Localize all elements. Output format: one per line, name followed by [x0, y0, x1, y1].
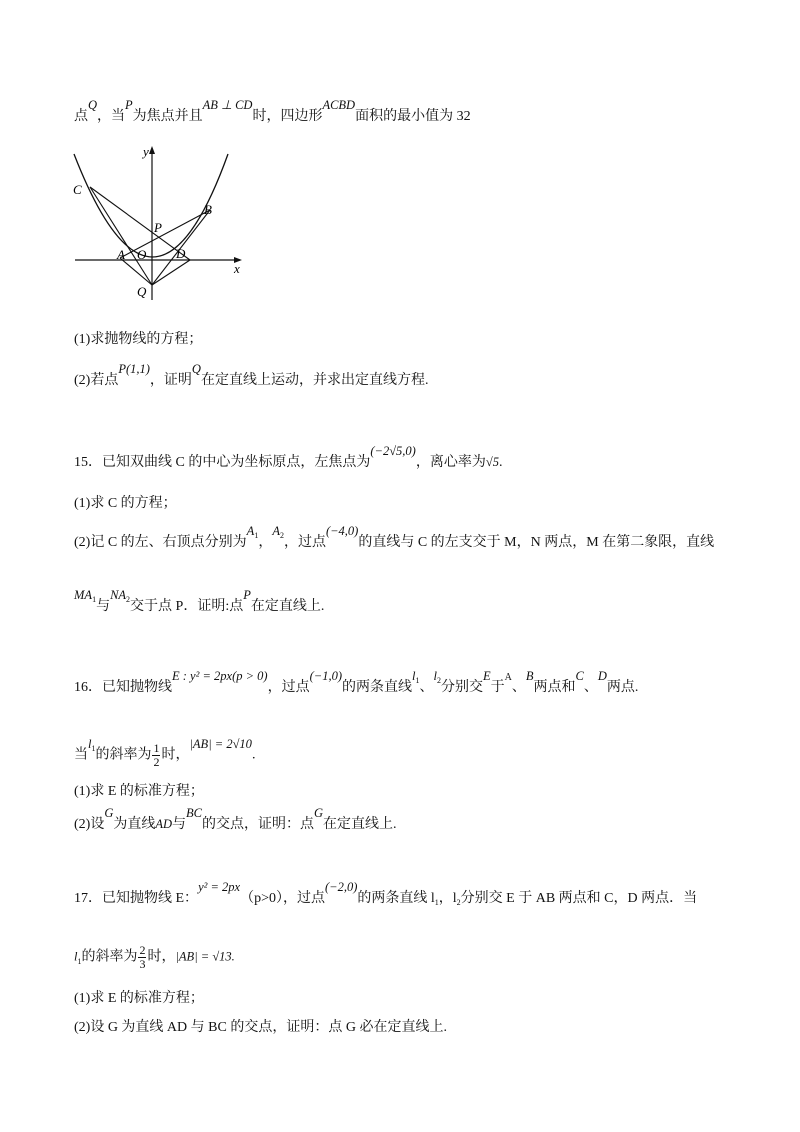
math-B: B [525, 669, 534, 683]
math-ab-length: |AB| = √13. [175, 949, 235, 964]
p17-part1: (1)求 E 的标准方程； [74, 991, 204, 1006]
math-ab-length: |AB| = 2√10 [189, 736, 252, 751]
math-eccentricity: √5 [485, 455, 499, 469]
subscript: 2 [279, 531, 284, 540]
text: 点 [74, 109, 88, 124]
math-C: C [575, 669, 584, 683]
math-G: G [314, 806, 324, 820]
p17-slope-line [74, 944, 235, 971]
text: . [251, 747, 256, 763]
label-O: O [137, 247, 147, 262]
symbol: A [272, 524, 280, 538]
math-equation: E : y² = 2px(p > 0) [172, 669, 268, 683]
p15-part2 [74, 524, 715, 554]
subscript: 1 [91, 743, 96, 753]
subscript: 1 [254, 531, 259, 540]
text: 、 [419, 680, 434, 695]
math-perpendicular: AB ⊥ CD [202, 98, 253, 112]
text: ，离心率为 [415, 455, 486, 470]
math-Q: Q [191, 362, 201, 376]
p14-condition-line [74, 98, 471, 127]
text: (2)设 [74, 817, 105, 832]
text: （p>0），过点 [240, 891, 325, 906]
math-equation: y² = 2px [198, 880, 241, 894]
math-l1: l [74, 949, 78, 964]
math-focus: (−2√5,0) [370, 444, 416, 458]
denominator: 2 [153, 755, 160, 769]
p16-slope-line [74, 736, 256, 769]
p15-intro [74, 444, 503, 473]
text: 的斜率为 [81, 949, 138, 965]
label-B: B [204, 202, 212, 217]
symbol: A [246, 524, 255, 538]
p16-part2 [74, 806, 397, 835]
text: 两点和 [533, 680, 576, 695]
text: 交于点 P．证明:点 [130, 599, 244, 614]
text: 面积的最小值为 32 [355, 109, 471, 124]
math-point: P(1,1) [118, 362, 150, 376]
math-point: (−2,0) [325, 880, 358, 894]
subscript: 2 [456, 898, 461, 907]
text: ，l [438, 891, 457, 906]
math-AD: AD [155, 817, 173, 831]
math-G: G [104, 806, 114, 820]
text: ， [258, 535, 273, 550]
fraction [152, 742, 160, 769]
text: 的两条直线 [341, 680, 412, 695]
numerator: 2 [139, 943, 146, 957]
text: 、 [583, 680, 598, 695]
text: 的斜率为 [95, 747, 152, 763]
text: 、 [511, 680, 526, 695]
symbol: l [88, 736, 92, 751]
symbol: NA [110, 588, 127, 602]
p16-intro [74, 669, 639, 699]
subscript: 1 [415, 676, 420, 685]
numerator: 1 [153, 741, 160, 755]
label-P: P [154, 220, 162, 235]
math-P: P [125, 98, 133, 112]
math-l1 [412, 669, 419, 683]
p17-part2: (2)设 G 为直线 AD 与 BC 的交点，证明：点 G 必在定直线上. [74, 1020, 447, 1035]
subscript: 2 [436, 676, 441, 685]
text: 在定直线上. [250, 599, 325, 614]
text: 在定直线上. [323, 817, 397, 832]
math-A2 [272, 524, 284, 538]
label-A: A [117, 247, 125, 262]
text: 在定直线上运动，并求出定直线方程. [200, 373, 429, 388]
math-l1 [88, 737, 95, 751]
p14-part1: (1)求抛物线的方程； [74, 332, 203, 347]
text: 15．已知双曲线 C 的中心为坐标原点，左焦点为 [74, 455, 371, 470]
text: 为直线 [113, 817, 156, 832]
text: 的直线与 C 的左支交于 M，N 两点，M 在第二象限，直线 [358, 535, 715, 550]
math-point: (−4,0) [325, 524, 359, 538]
p16-part1: (1)求 E 的标准方程； [74, 784, 204, 799]
math-NA2 [110, 588, 130, 602]
p14-part2 [74, 362, 429, 391]
text: 两点. [606, 680, 639, 695]
math-l2 [433, 669, 440, 683]
symbol: l [411, 669, 416, 683]
text: 17．已知抛物线 E： [74, 891, 199, 906]
text: 分别交 [440, 680, 483, 695]
label-C: C [73, 182, 82, 197]
label-Q: Q [137, 284, 147, 299]
denominator: 3 [139, 957, 146, 971]
p15-part1: (1)求 C 的方程； [74, 496, 177, 511]
subscript: 1 [434, 898, 439, 907]
symbol: MA [74, 588, 93, 602]
parabola-figure [72, 140, 252, 300]
subscript: 2 [126, 595, 131, 604]
text: 时， [161, 747, 190, 763]
text: (2)若点 [74, 373, 119, 388]
text: ，过点 [267, 680, 310, 695]
text: 与 [172, 817, 187, 832]
math-D: D [597, 669, 607, 683]
text: . [498, 455, 503, 470]
text: 的交点，证明：点 [202, 817, 315, 832]
subscript: 1 [77, 956, 82, 966]
text: 分别交 E 于 AB 两点和 C，D 两点．当 [460, 891, 698, 906]
math-BC: BC [186, 806, 203, 820]
symbol: l [433, 669, 437, 683]
label-D: D [176, 246, 186, 261]
text: ，过点 [283, 535, 326, 550]
math-quadrilateral: ACBD [322, 98, 356, 112]
text: 时， [147, 949, 176, 965]
label-y: y [143, 144, 149, 159]
math-E: E [482, 669, 491, 683]
text: 为焦点并且 [132, 109, 203, 124]
math-A: A [504, 672, 512, 683]
text: 的两条直线 l [357, 891, 435, 906]
text: ，当 [97, 109, 126, 124]
p15-part2-cont [74, 588, 325, 618]
text: ，证明 [149, 373, 192, 388]
text: (2)记 C 的左、右顶点分别为 [74, 535, 247, 550]
fraction [138, 944, 146, 971]
text: 当 [74, 747, 88, 763]
text: 于 [490, 680, 505, 695]
math-point: (−1,0) [309, 669, 342, 683]
math-Q: Q [88, 98, 98, 112]
math-A1 [247, 524, 259, 538]
p17-intro [74, 880, 698, 910]
label-x: x [234, 261, 240, 276]
text: 与 [96, 599, 111, 614]
text: 16．已知抛物线 [74, 680, 172, 695]
text: 时，四边形 [252, 109, 323, 124]
math-MA1 [74, 588, 96, 602]
math-P: P [243, 588, 251, 602]
subscript: 1 [92, 595, 97, 604]
